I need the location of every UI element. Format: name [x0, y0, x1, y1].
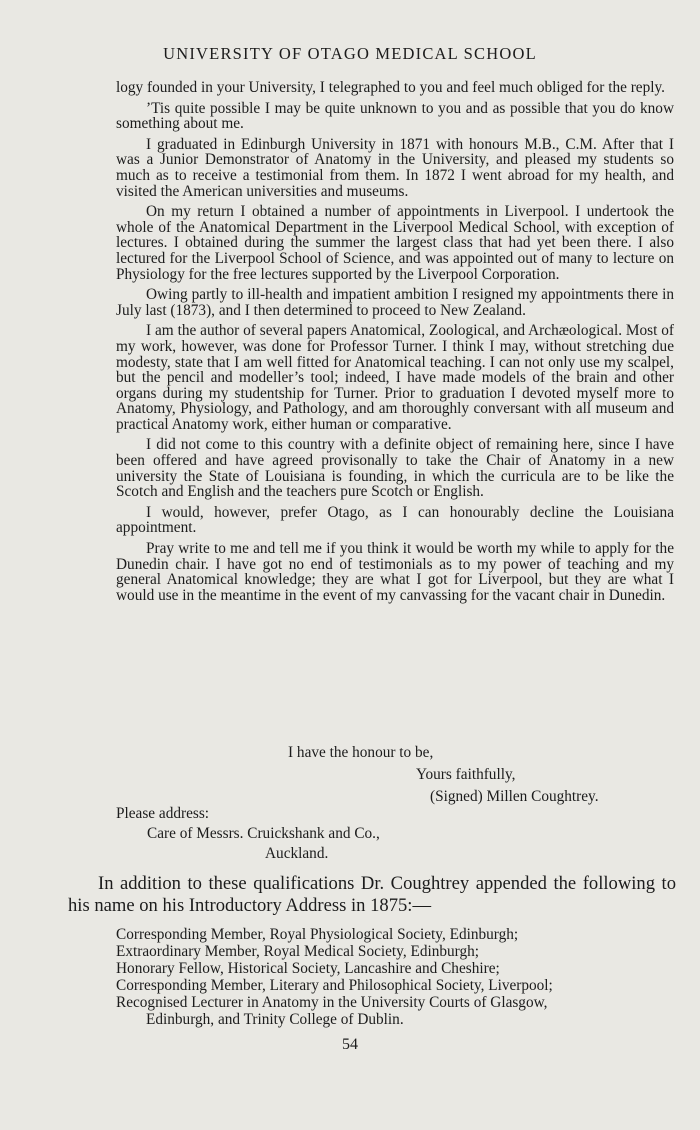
letter-paragraph: Owing partly to ill-health and impatient ambition I resigned my appointments there in July last (1873), and I then determined to proceed to New Zealand.: [116, 286, 674, 319]
address-city: Auckland.: [265, 845, 329, 862]
address-care: Care of Messrs. Cruickshank and Co.,: [147, 825, 380, 842]
qualification-item: Corresponding Member, Literary and Philosophical Society, Liverpool;: [116, 977, 553, 994]
qualification-item: Honorary Fellow, Historical Society, Lancashire and Cheshire;: [116, 960, 500, 977]
narrative-paragraph: In addition to these qualifications Dr. Coughtrey appended the following to his name on his Introductory Address in 1875:—: [68, 873, 676, 916]
qualification-item: Corresponding Member, Royal Physiological Society, Edinburgh;: [116, 926, 519, 943]
qualification-item: Extraordinary Member, Royal Medical Society, Edinburgh;: [116, 943, 480, 960]
address-label: Please address:: [116, 805, 210, 822]
letter-paragraph: I would, however, prefer Otago, as I can honourably decline the Louisiana appointment.: [116, 503, 674, 537]
signature: (Signed) Millen Coughtrey.: [430, 788, 599, 805]
letter-paragraph: Pray write to me and tell me if you think it would be worth my while to apply for the Dunedin chair. I have got no end of testimonials as to my power of teaching and my general Anatomical knowledge; they are what I got for Liverpool, but they are what I would use in the meantime in the event of my canvassing for the vacant chair in Dunedin.: [116, 540, 674, 604]
page-header: UNIVERSITY OF OTAGO MEDICAL SCHOOL: [163, 44, 537, 63]
letter-paragraph: I graduated in Edinburgh University in 1871 with honours M.B., C.M. After that I was a Junior Demonstrator of Anatomy in the University, and pleased my students so much as to receive a testimonial from them. In 1872 I went abroad for my health, and visited the American universities and museums.: [116, 135, 674, 200]
letter-paragraph: ’Tis quite possible I may be quite unknown to you and as possible that you do know something about me.: [116, 99, 674, 133]
letter-paragraph: On my return I obtained a number of appointments in Liverpool. I undertook the whole of the Anatomical Department in the Liverpool Medical School, with exception of lectures. I obtained during the summer the largest class that had yet been there. I also lectured for the Liverpool School of Science, and was appointed out of many to lecture on Physiology for the free lectures supported by the Liverpool Corporation.: [116, 203, 674, 283]
letter-body: [116, 80, 674, 608]
qualifications-list: [116, 926, 676, 1028]
qualification-item: Recognised Lecturer in Anatomy in the University Courts of Glasgow,: [116, 994, 548, 1011]
closing-yours: Yours faithfully,: [416, 766, 516, 783]
letter-paragraph: logy founded in your University, I telegraphed to you and feel much obliged for the reply.: [116, 79, 665, 96]
page-number: 54: [342, 1036, 358, 1053]
closing-honour: I have the honour to be,: [288, 744, 434, 761]
letter-paragraph: I am the author of several papers Anatomical, Zoological, and Archæological. Most of my work, however, was done for Professor Turner. I think I may, without stretching due modesty, state that I am well fitted for Anatomical teaching. I can not only use my scalpel, but the pencil and modeller’s tool; indeed, I have made models of the brain and other organs during my studentship for Turner. Prior to graduation I devoted myself more to Anatomy, Physiology, and Pathology, and am thoroughly conversant with all museum and practical Anatomy work, either human or comparative.: [116, 322, 674, 433]
qualification-item: Edinburgh, and Trinity College of Dublin.: [146, 1011, 404, 1028]
letter-paragraph: I did not come to this country with a definite object of remaining here, since I have been offered and have agreed provisonally to take the Chair of Anatomy in a new university the State of Louisiana is founding, in which the curricula are to be like the Scotch and English and the teachers pure Scotch or English.: [116, 436, 674, 501]
